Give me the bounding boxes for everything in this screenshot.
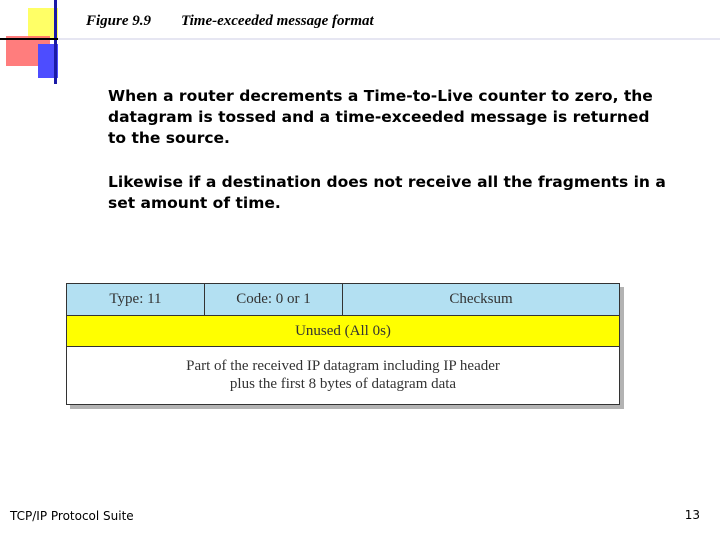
body-paragraph-1: When a router decrements a Time-to-Live counter to zero, the datagram is tossed and a time-exceeded message is returned to the source. [108,87,653,147]
payload-field [67,357,619,393]
header-divider-line [0,38,720,40]
type-field: Type: 11 [67,284,205,315]
decorative-vertical-line [54,0,57,84]
footer-title: TCP/IP Protocol Suite [10,509,134,523]
time-exceeded-message-format-diagram [66,283,620,405]
page-number: 13 [684,508,700,522]
code-field: Code: 0 or 1 [205,284,343,315]
checksum-field: Checksum [449,291,513,307]
body-paragraph-2: Likewise if a destination does not receive all the fragments in a set amount of time. [108,173,666,212]
diagram-payload-row [67,347,619,404]
decorative-horizontal-line [0,38,58,40]
unused-field: Unused (All 0s) [295,323,391,339]
figure-title: Time-exceeded message format [181,13,374,29]
payload-line-2: plus the first 8 bytes of datagram data [229,376,457,392]
payload-line-1: Part of the received IP datagram including IP header [186,358,500,374]
diagram-header-row [67,284,619,316]
diagram-unused-row [67,316,619,347]
figure-label: Figure 9.9 [86,13,152,29]
